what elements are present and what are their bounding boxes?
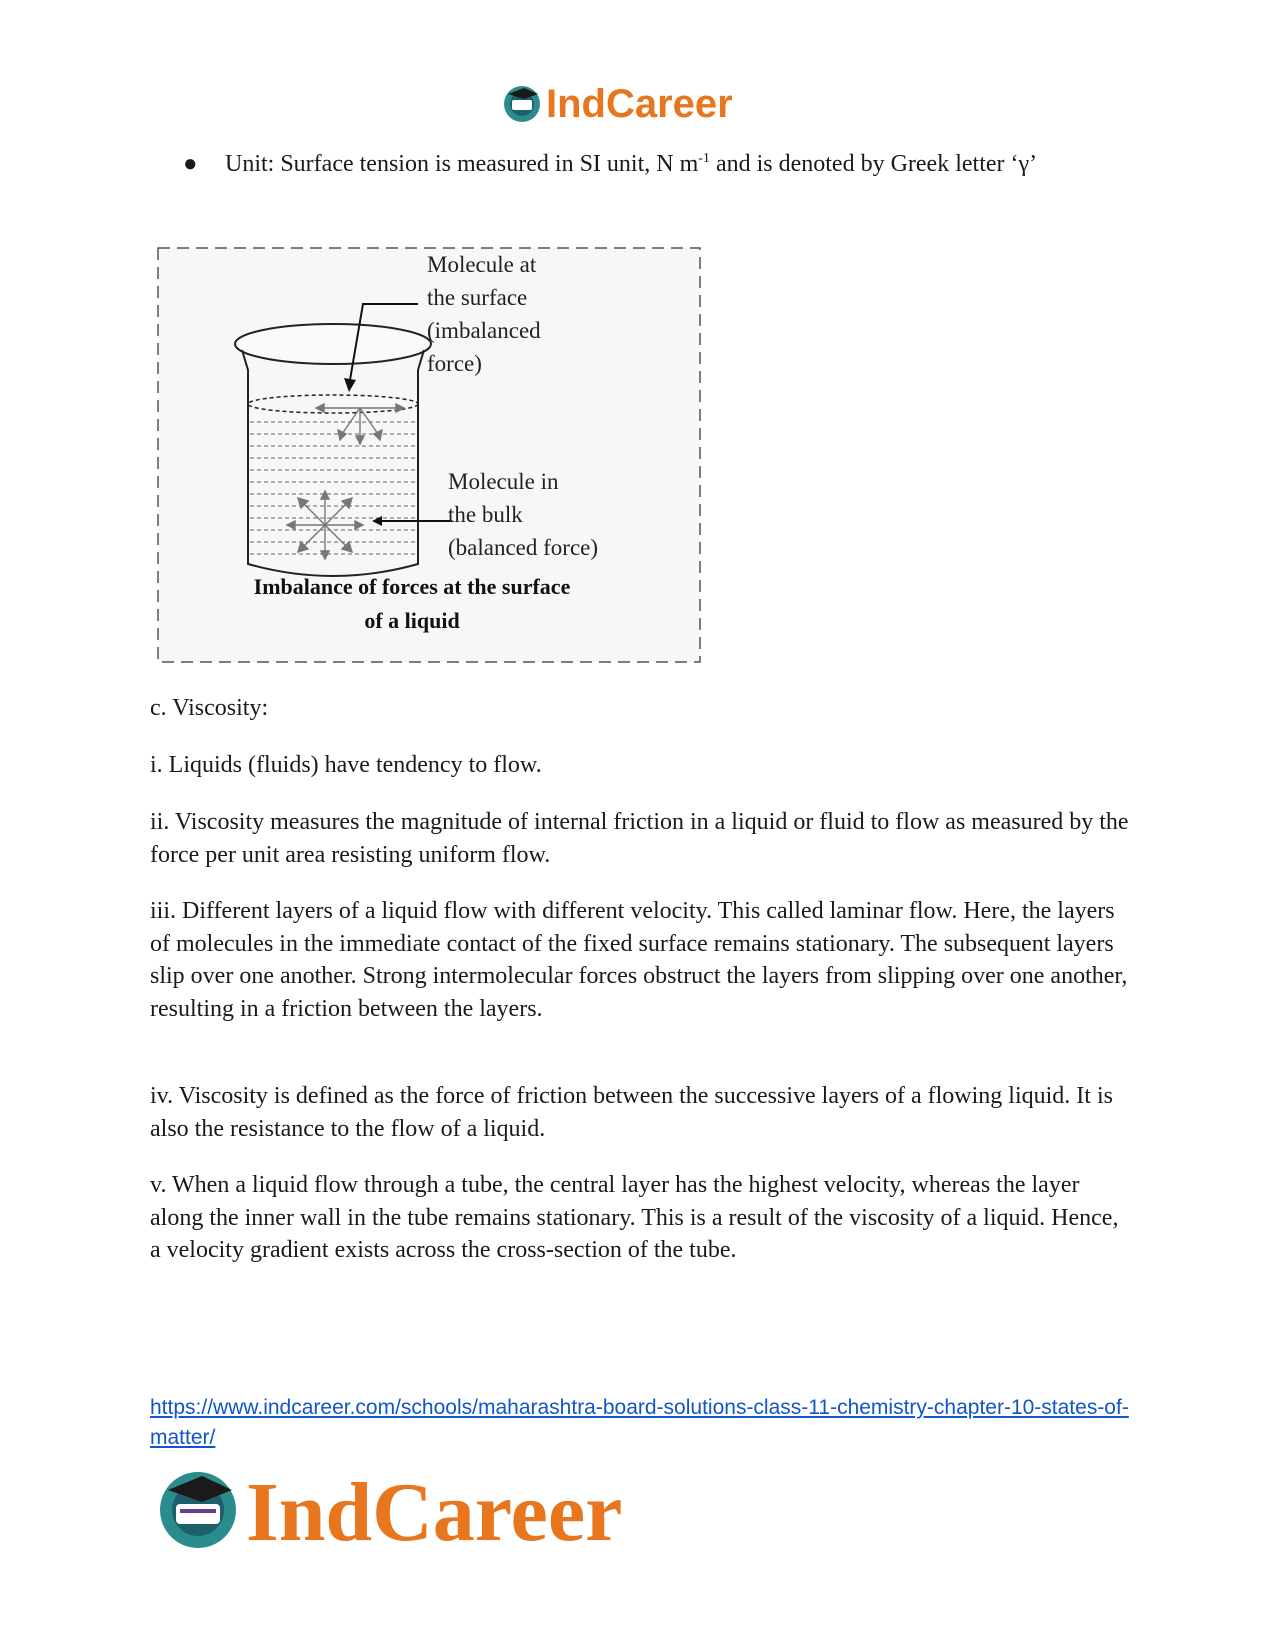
header-logo: [502, 80, 782, 126]
logo-text: IndCareer: [546, 82, 733, 126]
surface-label-line: Molecule at: [427, 252, 537, 277]
surface-label-line: (imbalanced: [427, 318, 541, 343]
paragraph-1: i. Liquids (fluids) have tendency to flow.: [150, 752, 542, 778]
surface-label-line: the surface: [427, 285, 528, 310]
paragraph-4: iv. Viscosity is defined as the force of friction between the successive layers of a flowing liquid. It is also the resistance to the flow of a liquid.: [150, 1083, 1113, 1142]
source-link[interactable]: https://www.indcareer.com/schools/maharashtra-board-solutions-class-11-chemistry-chapter-10-states-of-matter/: [150, 1396, 1129, 1449]
bulk-force-arrows: [287, 491, 363, 559]
figure-caption-line: Imbalance of forces at the surface: [253, 574, 571, 599]
unit-superscript: -1: [698, 151, 710, 166]
paragraph-2: ii. Viscosity measures the magnitude of internal friction in a liquid or fluid to flow as measured by the force per unit area resisting uniform flow.: [150, 809, 1129, 868]
logo-icon: [502, 80, 782, 126]
figure-caption-line: of a liquid: [364, 608, 460, 633]
paragraph-5: v. When a liquid flow through a tube, the central layer has the highest velocity, whereas the layer along the inner wall in the tube remains stationary. This is a result of the viscosity of a liquid. Hence, a velocity gradient exists across the cross-section of the tube.: [150, 1172, 1119, 1263]
beaker-diagram: [150, 242, 710, 670]
bullet-text-part2: and is denoted by Greek letter ‘γ’: [709, 151, 1038, 177]
bullet-symbol: ●: [183, 151, 198, 177]
surface-tension-figure: [150, 242, 710, 670]
logo-text: IndCareer: [246, 1466, 623, 1554]
bulk-label-line: the bulk: [448, 502, 523, 527]
bullet-text: [225, 148, 1125, 180]
bulk-label-line: (balanced force): [448, 535, 599, 560]
paragraph-3: iii. Different layers of a liquid flow with different velocity. This called laminar flow. Here, the layers of molecules in the immediate contact of the fixed surface remains stationary. The subsequent layers slip over one another. Strong intermolecular forces obstruct the layers from slipping over one another, resulting in a friction between the layers.: [150, 898, 1128, 1022]
bulk-label-line: Molecule in: [448, 469, 559, 494]
logo-icon: [158, 1462, 698, 1554]
bullet-text-part1: Unit: Surface tension is measured in SI unit, N m: [225, 151, 699, 177]
surface-label-line: force): [427, 351, 482, 376]
footer-logo: [158, 1462, 698, 1554]
section-heading: c. Viscosity:: [150, 695, 269, 721]
